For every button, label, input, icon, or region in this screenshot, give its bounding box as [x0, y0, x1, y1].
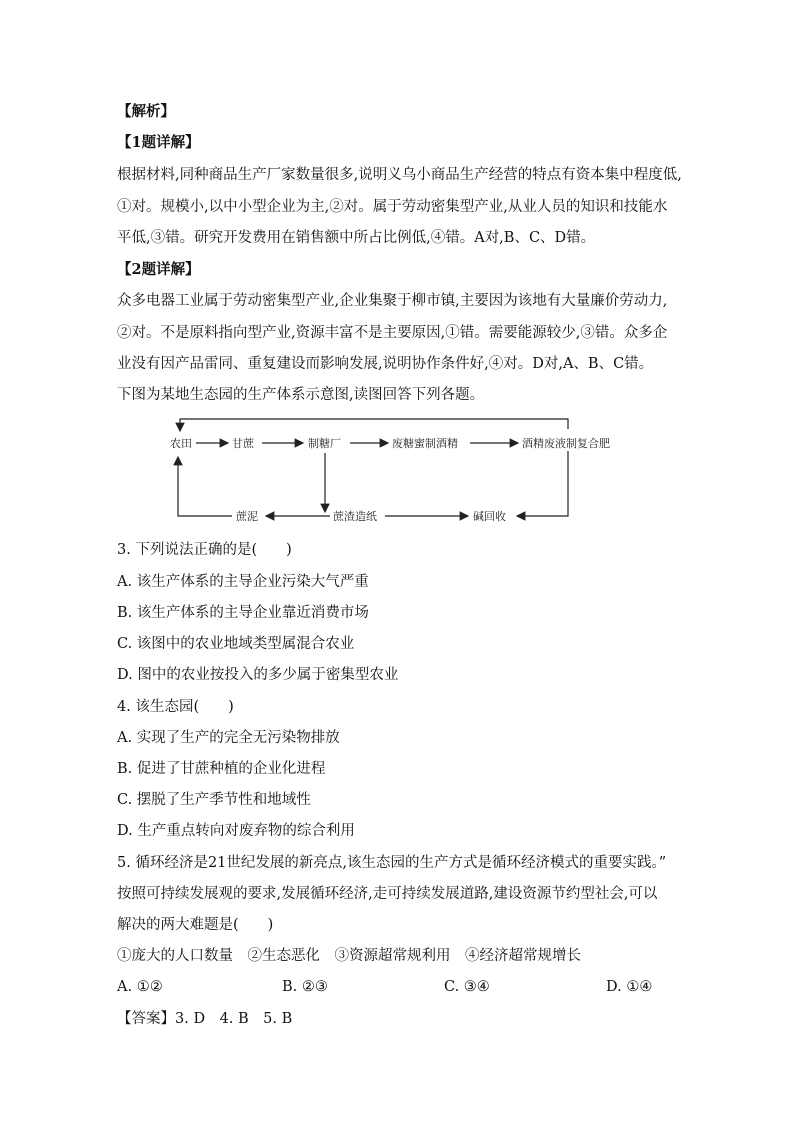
q2-detail-line: 众多电器工业属于劳动密集型产业,企业集聚于柳市镇,主要因为该地有大量廉价劳动力, [117, 293, 668, 309]
q1-detail-line: 根据材料,同种商品生产厂家数量很多,说明义乌小商品生产经营的特点有资本集中程度低, [117, 167, 682, 183]
flow-fertilizer-to-farmland [180, 419, 568, 431]
question-5-stem: 5. 循环经济是21世纪发展的新亮点,该生态园的生产方式是循环经济模式的重要实践。” [117, 855, 667, 871]
q2-detail-line: 业没有因产品雷同、重复建设而影响发展,说明协作条件好,④对。D对,A、B、C错。 [117, 356, 654, 372]
production-system-diagram [160, 415, 636, 531]
question-5-stem: 按照可持续发展观的要求,发展循环经济,走可持续发展道路,建设资源节约型社会,可以 [117, 886, 658, 902]
question-3-option-d: D. 图中的农业按投入的多少属于密集型农业 [117, 667, 399, 683]
question-3-option-b: B. 该生产体系的主导企业靠近消费市场 [117, 605, 369, 621]
analysis-title: 【解析】 [117, 103, 175, 120]
node-bagasse-paper: 蔗渣造纸 [333, 510, 377, 523]
question-4-stem: 4. 该生态园( ) [117, 699, 234, 715]
q2-detail-line: ②对。不是原料指向型产业,资源丰富不是主要原因,①错。需要能源较少,③错。众多企 [117, 325, 668, 341]
question-4-option-d: D. 生产重点转向对废弃物的综合利用 [117, 823, 355, 839]
q1-detail-line: 平低,③错。研究开发费用在销售额中所占比例低,④错。A对,B、C、D错。 [117, 230, 596, 246]
question-5-items: ①庞大的人口数量 ②生态恶化 ③资源超常规利用 ④经济超常规增长 [117, 948, 581, 964]
q2-detail-header: 【2题详解】 [117, 261, 200, 278]
node-farmland: 农田 [170, 437, 192, 450]
q1-detail-header: 【1题详解】 [117, 134, 200, 151]
flow-mud-to-farmland [178, 457, 232, 516]
question-5-option-b: B. ②③ [282, 979, 328, 995]
q1-detail-line: ①对。规模小,以中小型企业为主,②对。属于劳动密集型产业,从业人员的知识和技能水 [117, 199, 668, 215]
question-4-option-c: C. 摆脱了生产季节性和地域性 [117, 792, 311, 808]
question-5-option-a: A. ①② [117, 979, 163, 995]
question-3-option-a: A. 该生产体系的主导企业污染大气严重 [117, 574, 369, 590]
flow-fertilizer-to-alkali [517, 451, 568, 516]
question-3-stem: 3. 下列说法正确的是( ) [117, 542, 292, 558]
question-5-option-d: D. ①④ [606, 979, 653, 995]
node-molasses-alcohol: 废糖蜜制酒精 [392, 437, 458, 450]
question-5-option-c: C. ③④ [444, 979, 490, 995]
node-alkali-recovery: 碱回收 [473, 510, 506, 523]
node-cane-mud: 蔗泥 [236, 510, 258, 523]
node-sugar-factory: 制糖厂 [308, 437, 341, 450]
question-4-option-a: A. 实现了生产的完全无污染物排放 [117, 730, 340, 746]
question-5-stem: 解决的两大难题是( ) [117, 917, 274, 933]
node-sugarcane: 甘蔗 [232, 437, 254, 450]
question-3-option-c: C. 该图中的农业地域类型属混合农业 [117, 636, 355, 652]
question-4-option-b: B. 促进了甘蔗种植的企业化进程 [117, 761, 326, 777]
answer-line: 【答案】3. D 4. B 5. B [117, 1011, 293, 1027]
diagram-intro: 下图为某地生态园的生产体系示意图,读图回答下列各题。 [117, 387, 485, 403]
node-fertilizer: 酒精废液制复合肥 [522, 437, 610, 450]
